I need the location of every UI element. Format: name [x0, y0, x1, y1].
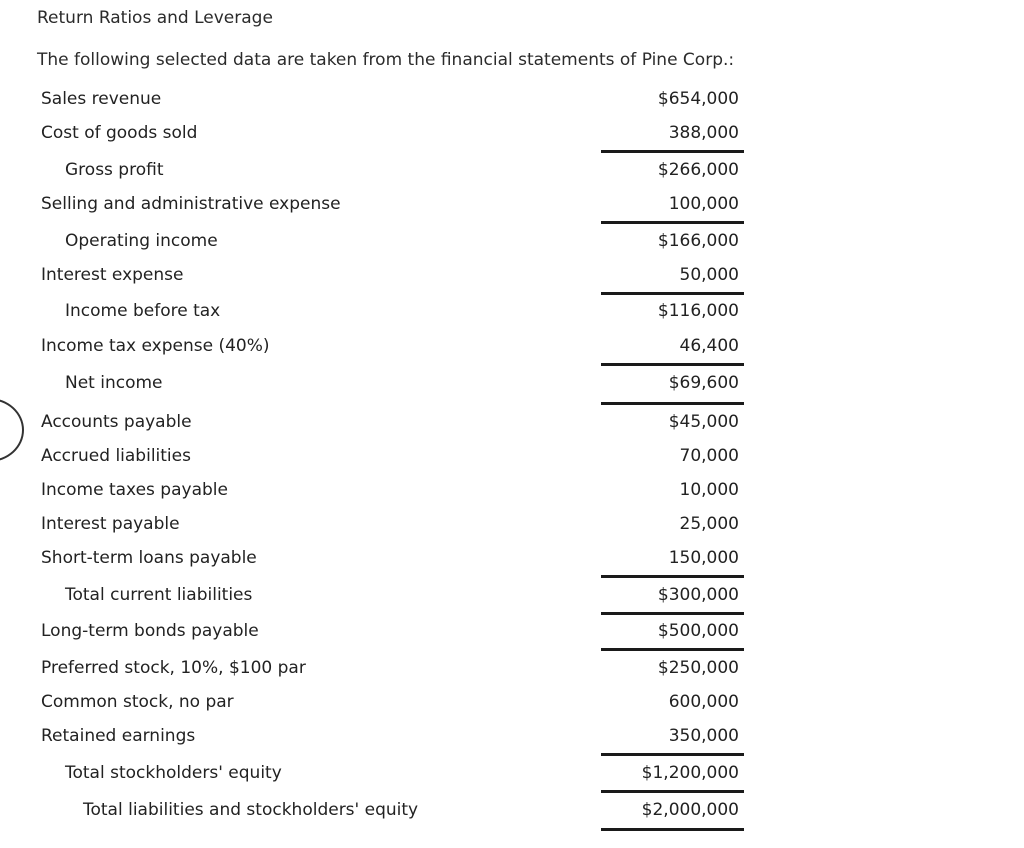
intro-text: The following selected data are taken from the financial statements of Pine Corp.:	[37, 50, 735, 70]
row-label: Cost of goods sold	[41, 123, 198, 143]
table-row	[0, 441, 760, 471]
row-label: Income before tax	[65, 301, 221, 321]
row-amount: 70,000	[679, 446, 739, 466]
table-row	[0, 687, 760, 717]
row-amount: 388,000	[668, 123, 739, 143]
row-amount: 150,000	[668, 548, 739, 568]
row-label: Accrued liabilities	[41, 446, 191, 466]
table-row	[0, 721, 760, 751]
subtotal-rule	[601, 612, 744, 615]
row-amount: 350,000	[668, 726, 739, 746]
row-label: Interest payable	[41, 514, 180, 534]
subtotal-rule	[601, 753, 744, 756]
table-row	[0, 407, 760, 437]
subtotal-rule	[601, 648, 744, 651]
row-label: Interest expense	[41, 265, 184, 285]
table-row	[0, 543, 760, 573]
table-row	[0, 84, 760, 114]
table-row	[0, 118, 760, 148]
row-label: Accounts payable	[41, 412, 192, 432]
row-label: Total liabilities and stockholders' equity	[83, 800, 419, 820]
table-row	[0, 226, 760, 256]
subtotal-rule	[601, 150, 744, 153]
table-row	[0, 368, 760, 398]
table-row	[0, 260, 760, 290]
table-row	[0, 795, 760, 825]
subtotal-rule	[601, 575, 744, 578]
row-label: Gross profit	[65, 160, 164, 180]
row-amount: 46,400	[679, 336, 739, 356]
row-label: Retained earnings	[41, 726, 196, 746]
row-amount: 600,000	[668, 692, 739, 712]
subtotal-rule	[601, 790, 744, 793]
row-label: Long-term bonds payable	[41, 621, 259, 641]
row-amount: $2,000,000	[641, 800, 739, 820]
table-row	[0, 758, 760, 788]
table-row	[0, 331, 760, 361]
total-rule	[601, 402, 744, 405]
table-row	[0, 155, 760, 185]
row-label: Selling and administrative expense	[41, 194, 341, 214]
table-row	[0, 475, 760, 505]
row-amount: $69,600	[668, 373, 739, 393]
row-label: Income tax expense (40%)	[41, 336, 270, 356]
row-amount: $166,000	[657, 231, 739, 251]
row-amount: $250,000	[657, 658, 739, 678]
row-label: Sales revenue	[41, 89, 162, 109]
row-label: Net income	[65, 373, 163, 393]
row-amount: $1,200,000	[641, 763, 739, 783]
row-label: Total current liabilities	[65, 585, 253, 605]
subtotal-rule	[601, 292, 744, 295]
row-amount: $266,000	[657, 160, 739, 180]
row-amount: 100,000	[668, 194, 739, 214]
total-rule	[601, 828, 744, 831]
row-amount: $116,000	[657, 301, 739, 321]
row-label: Short-term loans payable	[41, 548, 257, 568]
row-amount: $45,000	[668, 412, 739, 432]
row-amount: $654,000	[657, 89, 739, 109]
row-label: Income taxes payable	[41, 480, 228, 500]
row-label: Total stockholders' equity	[65, 763, 282, 783]
subtotal-rule	[601, 221, 744, 224]
row-label: Operating income	[65, 231, 218, 251]
row-amount: 50,000	[679, 265, 739, 285]
table-row	[0, 296, 760, 326]
row-amount: 25,000	[679, 514, 739, 534]
row-amount: $500,000	[657, 621, 739, 641]
table-row	[0, 653, 760, 683]
row-label: Preferred stock, 10%, $100 par	[41, 658, 306, 678]
page-title: Return Ratios and Leverage	[37, 8, 273, 28]
subtotal-rule	[601, 363, 744, 366]
row-amount: 10,000	[679, 480, 739, 500]
table-row	[0, 189, 760, 219]
table-row	[0, 509, 760, 539]
row-label: Common stock, no par	[41, 692, 234, 712]
table-row	[0, 616, 760, 646]
table-row	[0, 580, 760, 610]
row-amount: $300,000	[657, 585, 739, 605]
